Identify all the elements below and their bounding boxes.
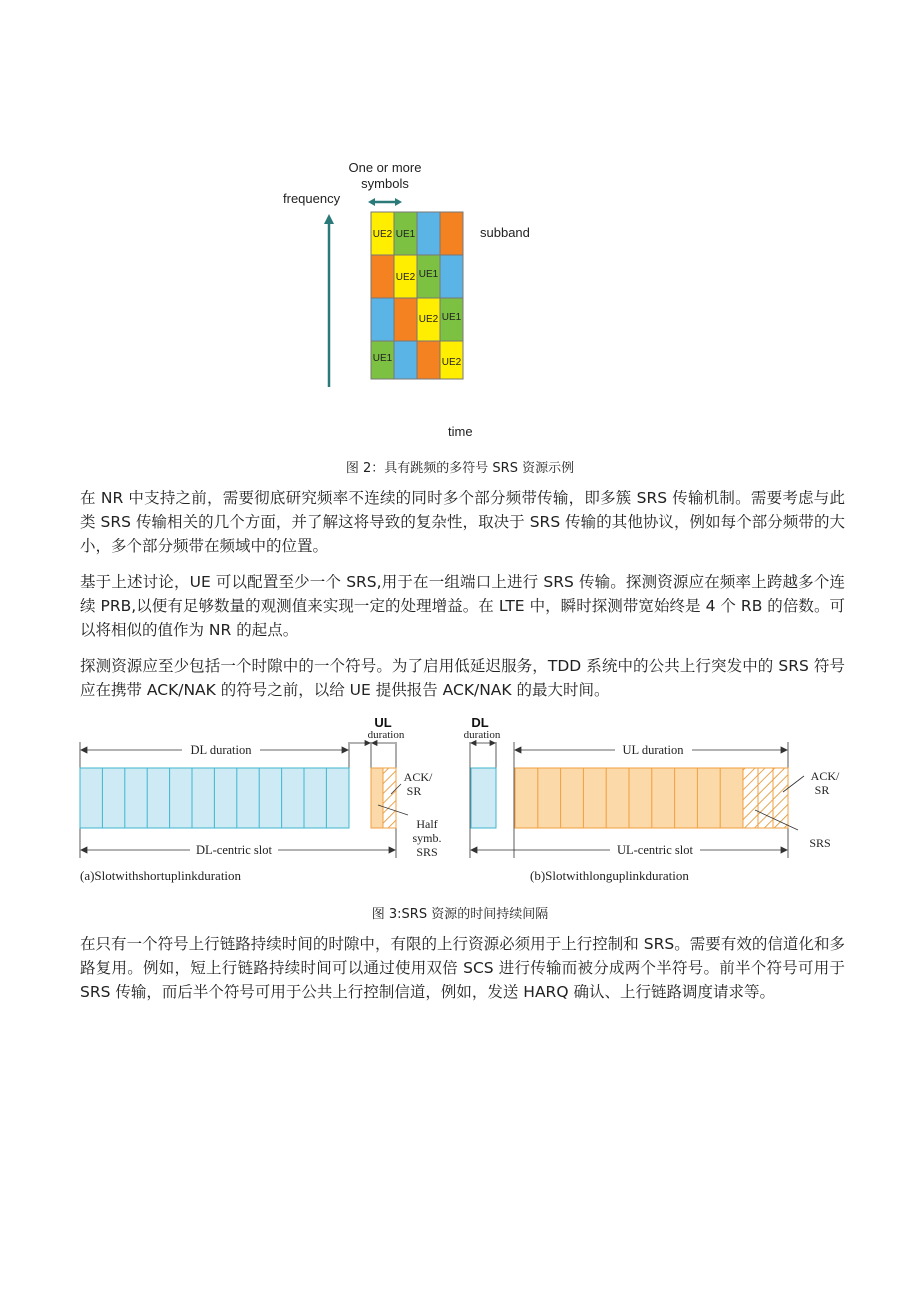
frequency-axis-arrow-icon xyxy=(324,214,334,387)
label-time: time xyxy=(448,424,473,439)
subfigure-caption-a: (a)Slotwithshortuplinkduration xyxy=(80,868,242,883)
ack-sr-label-b-line1: ACK/ xyxy=(810,769,840,783)
paragraph-multi-cluster-srs: 在 NR 中支持之前，需要彻底研究频率不连续的同时多个部分频带传输，即多簇 SRS 传输机制。需要考虑与此类 SRS 传输相关的几个方面，并了解这将导致的复杂性，取决于 SRS 传输的其他协议，例如每个部分频带的大小，多个部分频带在频域中的位置。 xyxy=(80,489,845,555)
figure-srs-hopping xyxy=(270,150,570,450)
grid-cell xyxy=(394,298,417,341)
grid-cell xyxy=(394,341,417,379)
cell-label-ue1: UE1 xyxy=(372,353,393,364)
cell-label-ue2: UE2 xyxy=(372,229,393,240)
dl-symbol-b xyxy=(471,768,496,828)
label-subband: subband xyxy=(480,225,530,240)
cell-label-ue2: UE2 xyxy=(441,357,462,368)
grid-cell xyxy=(371,255,394,298)
paragraph-srs-config: 基于上述讨论，UE 可以配置至少一个 SRS,用于在一组端口上进行 SRS 传输。探测资源应在频率上跨越多个连续 PRB,以便有足够数量的观测值来实现一定的处理增益。在 LTE 中，瞬时探测带宽始终是 4 个 RB 的倍数。可以将相似的值作为 NR 的起点。 xyxy=(80,573,845,639)
dl-centric-slot-label: DL-centric slot xyxy=(195,843,273,857)
cell-label-ue2: UE2 xyxy=(395,272,416,283)
grid-cell xyxy=(417,341,440,379)
symbols-double-arrow-icon xyxy=(368,198,402,206)
cell-label-ue1: UE1 xyxy=(418,269,439,280)
ul-duration-label: UL duration xyxy=(622,743,684,757)
ul-duration-word: duration xyxy=(367,729,405,741)
ack-sr-label-a-line1: ACK/ xyxy=(403,770,433,784)
label-symbols-line2: symbols xyxy=(361,176,409,191)
half-symbol-ack-block xyxy=(383,768,396,828)
figure-srs-time-duration xyxy=(70,710,860,890)
half-symb-label-line2: symb. xyxy=(412,831,442,845)
ack-sr-label-a-line2: SR xyxy=(406,784,422,798)
ul-symbols-b xyxy=(515,768,743,828)
dl-duration-label: DL duration xyxy=(190,743,252,757)
label-symbols-line1: One or more xyxy=(348,160,422,175)
paragraph-uplink-multiplexing: 在只有一个符号上行链路持续时间的时隙中，有限的上行资源必须用于上行控制和 SRS。需要有效的信道化和多路复用。例如，短上行链路持续时间可以通过使用双倍 SCS 进行传输而被分成两个半符号。前半个符号可用于 SRS 传输，而后半个符号可用于公共上行控制信道，例如，发送 HARQ 确认、上行链路调度请求等。 xyxy=(80,935,845,1001)
srs-label-b: SRS xyxy=(809,836,831,850)
grid-cell xyxy=(440,255,463,298)
ul-centric-slot-label: UL-centric slot xyxy=(616,843,694,857)
dl-duration-title: DL xyxy=(471,715,489,730)
hatched-symbols-b xyxy=(743,768,788,828)
paragraph-srs-symbol: 探测资源应至少包括一个时隙中的一个符号。为了启用低延迟服务，TDD 系统中的公共上行突发中的 SRS 符号应在携带 ACK/NAK 的符号之前，以给 UE 提供报告 ACK/NAK 的最大时间。 xyxy=(80,657,845,699)
ack-sr-label-b-line2: SR xyxy=(814,783,830,797)
grid-cell xyxy=(440,212,463,255)
cell-label-ue2: UE2 xyxy=(418,314,439,325)
dl-duration-word: duration xyxy=(463,729,501,741)
dl-symbols-a xyxy=(80,768,349,828)
figure-caption-3: 图 3:SRS 资源的时间持续间隔 xyxy=(371,907,549,922)
cell-label-ue1: UE1 xyxy=(395,229,416,240)
label-frequency: frequency xyxy=(283,191,341,206)
cell-label-ue1: UE1 xyxy=(441,312,462,323)
half-symb-label-line1: Half xyxy=(416,817,438,831)
ul-duration-title: UL xyxy=(374,715,392,730)
grid-cell xyxy=(371,298,394,341)
half-symbol-srs-block xyxy=(371,768,383,828)
figure-caption-2: 图 2：具有跳频的多符号 SRS 资源示例 xyxy=(345,461,575,476)
grid-cell xyxy=(417,212,440,255)
subfigure-caption-b: (b)Slotwithlonguplinkduration xyxy=(530,868,689,883)
half-symb-label-line3: SRS xyxy=(416,845,438,859)
